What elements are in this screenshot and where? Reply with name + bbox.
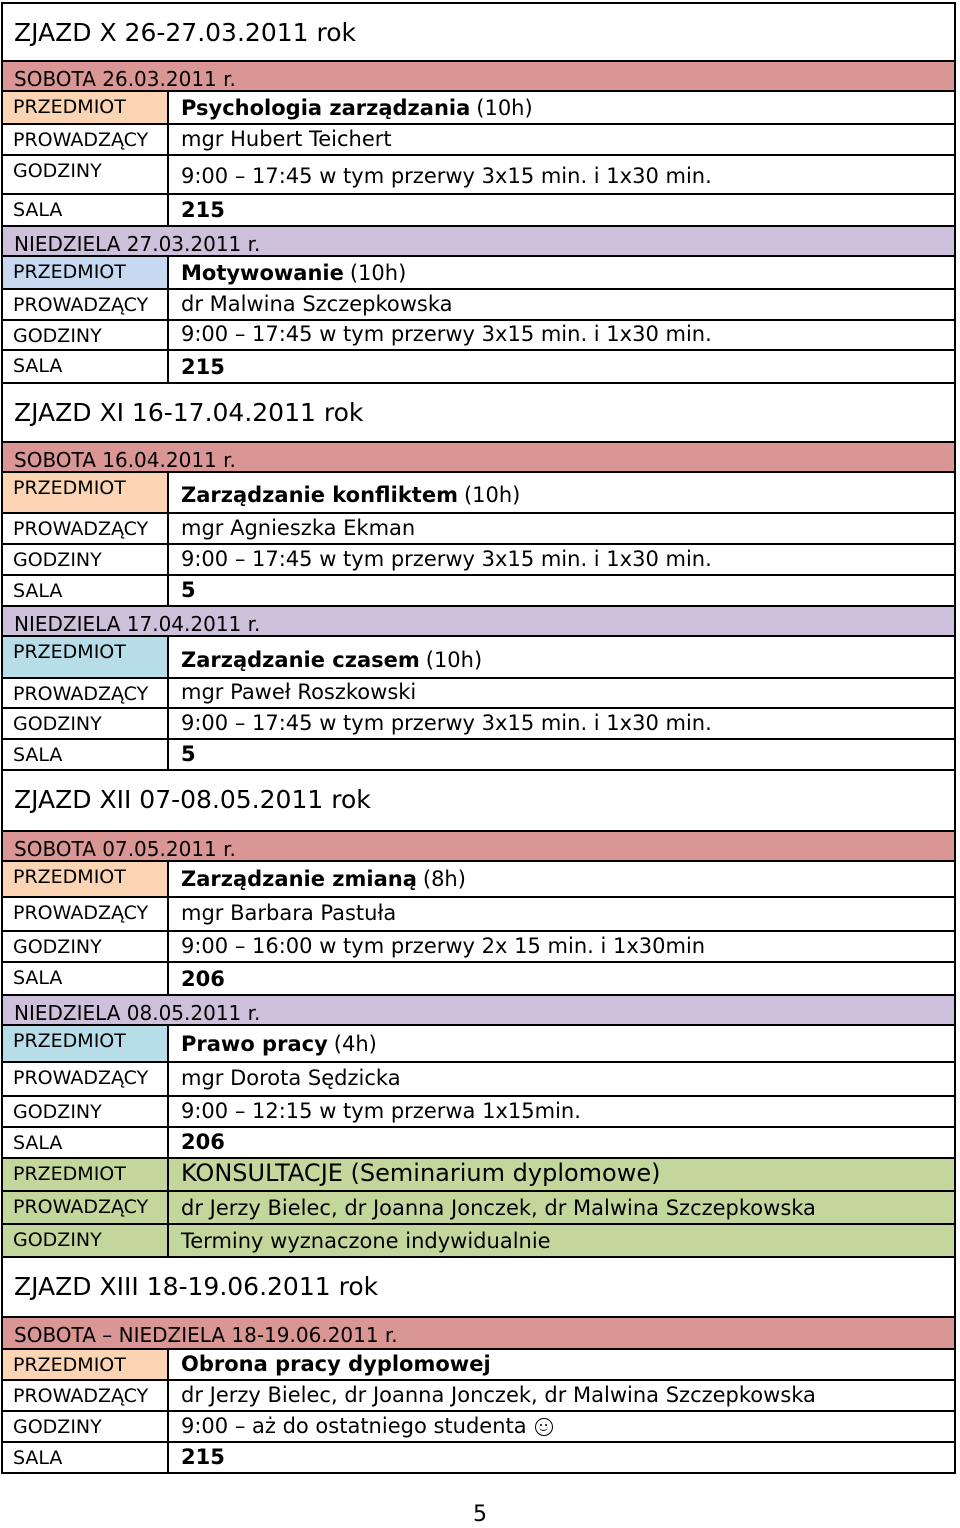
smiley-icon — [535, 1418, 553, 1436]
value-text: 9:00 – 16:00 w tym przerwy 2x 15 min. i 1x30min — [181, 934, 706, 958]
row-label: PROWADZĄCY — [3, 1063, 169, 1095]
row-value — [181, 1350, 950, 1379]
schedule-row-sala — [1, 1443, 956, 1474]
value-note: (10h) — [476, 96, 533, 120]
row-value — [181, 1097, 950, 1126]
row-value — [181, 92, 950, 123]
value-text: dr Jerzy Bielec, dr Joanna Jonczek, dr Malwina Szczepkowska — [181, 1196, 816, 1220]
row-value — [181, 545, 950, 574]
row-label: PROWADZĄCY — [3, 290, 169, 319]
value-text: KONSULTACJE (Seminarium dyplomowe) — [181, 1159, 661, 1187]
row-label: GODZINY — [3, 932, 169, 961]
schedule-row-godziny — [1, 545, 956, 576]
sunday-header: NIEDZIELA 08.05.2011 r. — [1, 996, 956, 1026]
row-value — [181, 1159, 950, 1190]
row-label: PRZEDMIOT — [3, 257, 169, 288]
schedule-row-prowadzacy — [1, 290, 956, 321]
row-label: PRZEDMIOT — [3, 1026, 169, 1061]
saturday-header: SOBOTA 26.03.2011 r. — [1, 62, 956, 92]
schedule-row-prowadzacy — [1, 1063, 956, 1097]
schedule-row-sala — [1, 740, 956, 771]
zjazd-heading: ZJAZD X 26-27.03.2011 rok — [1, 2, 956, 62]
row-label: PROWADZĄCY — [3, 679, 169, 707]
sunday-header: NIEDZIELA 27.03.2011 r. — [1, 227, 956, 257]
schedule-row-godziny — [1, 156, 956, 195]
row-label: GODZINY — [3, 709, 169, 738]
row-value — [181, 1412, 950, 1441]
value-text: 9:00 – 17:45 w tym przerwy 3x15 min. i 1x30 min. — [181, 164, 712, 188]
value-note: (4h) — [333, 1032, 377, 1056]
row-label: GODZINY — [3, 321, 169, 349]
row-label: GODZINY — [3, 1097, 169, 1126]
row-value — [181, 290, 950, 319]
row-label: PROWADZĄCY — [3, 125, 169, 154]
value-bold: Psychologia zarządzania — [181, 96, 471, 120]
row-value — [181, 257, 950, 288]
value-text: 9:00 – 17:45 w tym przerwy 3x15 min. i 1x30 min. — [181, 322, 712, 346]
value-note: (10h) — [425, 648, 483, 672]
value-bold: 215 — [181, 355, 225, 379]
row-value — [181, 351, 950, 382]
row-label: SALA — [3, 963, 169, 994]
row-label: PROWADZĄCY — [3, 514, 169, 543]
row-value — [181, 1192, 950, 1223]
schedule-row-godziny — [1, 709, 956, 740]
value-bold: Zarządzanie konfliktem — [181, 483, 458, 507]
row-label: PRZEDMIOT — [3, 473, 169, 512]
value-note: (8h) — [422, 867, 466, 891]
row-label: GODZINY — [3, 1412, 169, 1441]
schedule-row-godziny — [1, 932, 956, 963]
row-value — [181, 679, 950, 707]
value-text: 9:00 – 12:15 w tym przerwa 1x15min. — [181, 1099, 581, 1123]
value-bold: 215 — [181, 198, 225, 222]
row-value — [181, 321, 950, 349]
schedule-row-prowadzacy — [1, 679, 956, 709]
schedule-row-przedmiot — [1, 637, 956, 679]
row-label: PROWADZĄCY — [3, 1192, 169, 1223]
schedule-row-sala — [1, 351, 956, 384]
row-label: SALA — [3, 576, 169, 605]
row-label: SALA — [3, 351, 169, 382]
schedule-row-prowadzacy — [1, 125, 956, 156]
zjazd-heading: ZJAZD XI 16-17.04.2011 rok — [1, 384, 956, 443]
row-label: PROWADZĄCY — [3, 898, 169, 930]
value-text: 9:00 – 17:45 w tym przerwy 3x15 min. i 1x30 min. — [181, 547, 712, 571]
value-text: 9:00 – 17:45 w tym przerwy 3x15 min. i 1x30 min. — [181, 711, 712, 735]
value-text: Terminy wyznaczone indywidualnie — [181, 1229, 551, 1253]
schedule-row-prowadzacy — [1, 1192, 956, 1225]
row-label: GODZINY — [3, 1225, 169, 1256]
row-label: GODZINY — [3, 545, 169, 574]
row-value — [181, 1128, 950, 1157]
value-bold: Prawo pracy — [181, 1032, 328, 1056]
row-label: SALA — [3, 195, 169, 225]
saturday-header: SOBOTA 16.04.2011 r. — [1, 443, 956, 473]
row-value — [181, 1026, 950, 1061]
row-value — [181, 963, 950, 994]
row-label: SALA — [3, 1128, 169, 1157]
value-note: (10h) — [463, 483, 521, 507]
schedule-row-przedmiot — [1, 862, 956, 898]
schedule-row-godziny — [1, 1225, 956, 1258]
zjazd-heading: ZJAZD XIII 18-19.06.2011 rok — [1, 1258, 956, 1318]
value-bold: 5 — [181, 742, 196, 766]
row-label: SALA — [3, 1443, 169, 1472]
value-bold: 206 — [181, 1130, 225, 1154]
value-bold: 215 — [181, 1445, 225, 1469]
row-value — [181, 637, 950, 677]
value-text: mgr Hubert Teichert — [181, 127, 392, 151]
value-text: mgr Dorota Sędzicka — [181, 1066, 401, 1090]
row-value — [181, 1225, 950, 1256]
schedule-row-sala — [1, 963, 956, 996]
row-label: SALA — [3, 740, 169, 769]
value-bold: Obrona pracy dyplomowej — [181, 1352, 491, 1376]
value-bold: Zarządzanie zmianą — [181, 867, 417, 891]
schedule-row-przedmiot — [1, 92, 956, 125]
schedule-row-godziny — [1, 1412, 956, 1443]
value-text: 9:00 – aż do ostatniego studenta — [181, 1414, 527, 1438]
sunday-header: NIEDZIELA 17.04.2011 r. — [1, 607, 956, 637]
schedule-row-przedmiot — [1, 473, 956, 514]
schedule-row-sala — [1, 195, 956, 227]
row-value — [181, 932, 950, 961]
saturday-header: SOBOTA 07.05.2011 r. — [1, 832, 956, 862]
row-value — [181, 1381, 950, 1410]
schedule-row-przedmiot — [1, 1026, 956, 1063]
zjazd-heading: ZJAZD XII 07-08.05.2011 rok — [1, 771, 956, 832]
row-value — [181, 514, 950, 543]
row-label: GODZINY — [3, 156, 169, 193]
row-value — [181, 576, 950, 605]
schedule-row-godziny — [1, 321, 956, 351]
schedule-row-sala — [1, 576, 956, 607]
schedule-row-przedmiot — [1, 1350, 956, 1381]
schedule-row-sala — [1, 1128, 956, 1159]
value-bold: Motywowanie — [181, 261, 344, 285]
value-bold: 5 — [181, 578, 196, 602]
row-value — [181, 156, 950, 193]
row-value — [181, 1063, 950, 1095]
value-text: dr Malwina Szczepkowska — [181, 292, 453, 316]
row-value — [181, 125, 950, 154]
row-label: PRZEDMIOT — [3, 92, 169, 123]
row-value — [181, 862, 950, 896]
value-bold: Zarządzanie czasem — [181, 648, 420, 672]
value-text: mgr Agnieszka Ekman — [181, 516, 416, 540]
row-value — [181, 740, 950, 769]
value-bold: 206 — [181, 967, 225, 991]
schedule-row-prowadzacy — [1, 514, 956, 545]
schedule-row-godziny — [1, 1097, 956, 1128]
row-label: PRZEDMIOT — [3, 1350, 169, 1379]
row-value — [181, 709, 950, 738]
schedule-row-przedmiot — [1, 257, 956, 290]
value-text: mgr Barbara Pastuła — [181, 901, 397, 925]
row-label: PRZEDMIOT — [3, 862, 169, 896]
schedule-row-prowadzacy — [1, 898, 956, 932]
page-number: 5 — [473, 1502, 487, 1527]
schedule-row-prowadzacy — [1, 1381, 956, 1412]
value-text: mgr Paweł Roszkowski — [181, 680, 417, 704]
row-label: PROWADZĄCY — [3, 1381, 169, 1410]
value-note: (10h) — [349, 261, 407, 285]
row-label: PRZEDMIOT — [3, 637, 169, 677]
row-value — [181, 1443, 950, 1472]
row-label: PRZEDMIOT — [3, 1159, 169, 1190]
saturday-header: SOBOTA – NIEDZIELA 18-19.06.2011 r. — [1, 1318, 956, 1350]
row-value — [181, 473, 950, 512]
value-text: dr Jerzy Bielec, dr Joanna Jonczek, dr Malwina Szczepkowska — [181, 1383, 816, 1407]
row-value — [181, 195, 950, 225]
row-value — [181, 898, 950, 930]
schedule-row-przedmiot — [1, 1159, 956, 1192]
